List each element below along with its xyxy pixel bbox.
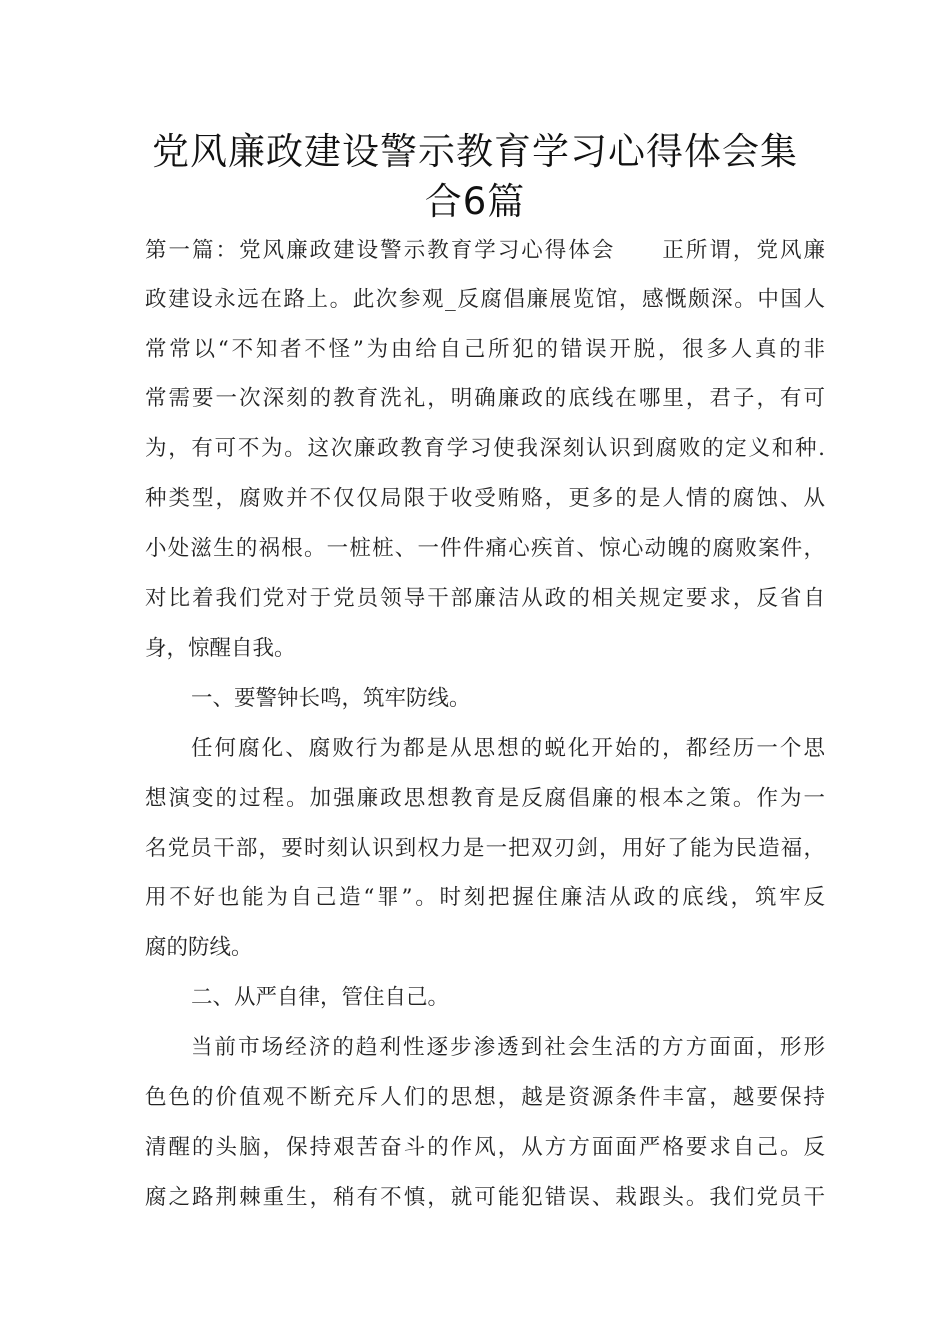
body-line: 清醒的头脑，保持艰苦奋斗的作风，从方方面面严格要求自己。反 <box>145 1135 825 1160</box>
body-line: 第一篇：党风廉政建设警示教育学习心得体会 正所谓，党风廉 <box>145 238 825 263</box>
body-line: 当前市场经济的趋利性逐步渗透到社会生活的方方面面，形形 <box>191 1035 825 1060</box>
body-line: 常需要一次深刻的教育洗礼，明确廉政的底线在哪里，君子，有可 <box>145 386 825 411</box>
body-line: 腐之路荆棘重生，稍有不慎，就可能犯错误、栽跟头。我们党员干 <box>145 1185 825 1210</box>
body-line: 对比着我们党对于党员领导干部廉洁从政的相关规定要求，反省自 <box>145 586 825 611</box>
section-heading-2: 二、从严自律，管住自己。 <box>191 985 450 1010</box>
body-line: 种类型，腐败并不仅仅局限于收受贿赂，更多的是人情的腐蚀、从 <box>145 486 825 511</box>
document-title-line-2: 合6篇 <box>424 180 526 223</box>
body-line: 身，惊醒自我。 <box>145 636 296 661</box>
section-heading-1: 一、要警钟长鸣，筑牢防线。 <box>191 686 471 711</box>
body-line: 想演变的过程。加强廉政思想教育是反腐倡廉的根本之策。作为一 <box>145 786 825 811</box>
body-line: 用不好也能为自己造“罪”。时刻把握住廉洁从政的底线，筑牢反 <box>145 885 825 910</box>
document-title-line-1: 党风廉政建设警示教育学习心得体会集 <box>152 130 798 173</box>
body-line: 色色的价值观不断充斥人们的思想，越是资源条件丰富，越要保持 <box>145 1085 825 1110</box>
body-line: 常常以“不知者不怪”为由给自己所犯的错误开脱，很多人真的非 <box>145 337 825 362</box>
body-line: 为，有可不为。这次廉政教育学习使我深刻认识到腐败的定义和种. <box>145 436 825 461</box>
body-line: 名党员干部，要时刻认识到权力是一把双刃剑，用好了能为民造福， <box>145 836 825 861</box>
body-line: 政建设永远在路上。此次参观_反腐倡廉展览馆，感慨颇深。中国人 <box>145 287 825 312</box>
body-line: 小处滋生的祸根。一桩桩、一件件痛心疾首、惊心动魄的腐败案件， <box>145 536 825 561</box>
body-line: 任何腐化、腐败行为都是从思想的蜕化开始的，都经历一个思 <box>191 736 825 761</box>
body-line: 腐的防线。 <box>145 935 253 960</box>
